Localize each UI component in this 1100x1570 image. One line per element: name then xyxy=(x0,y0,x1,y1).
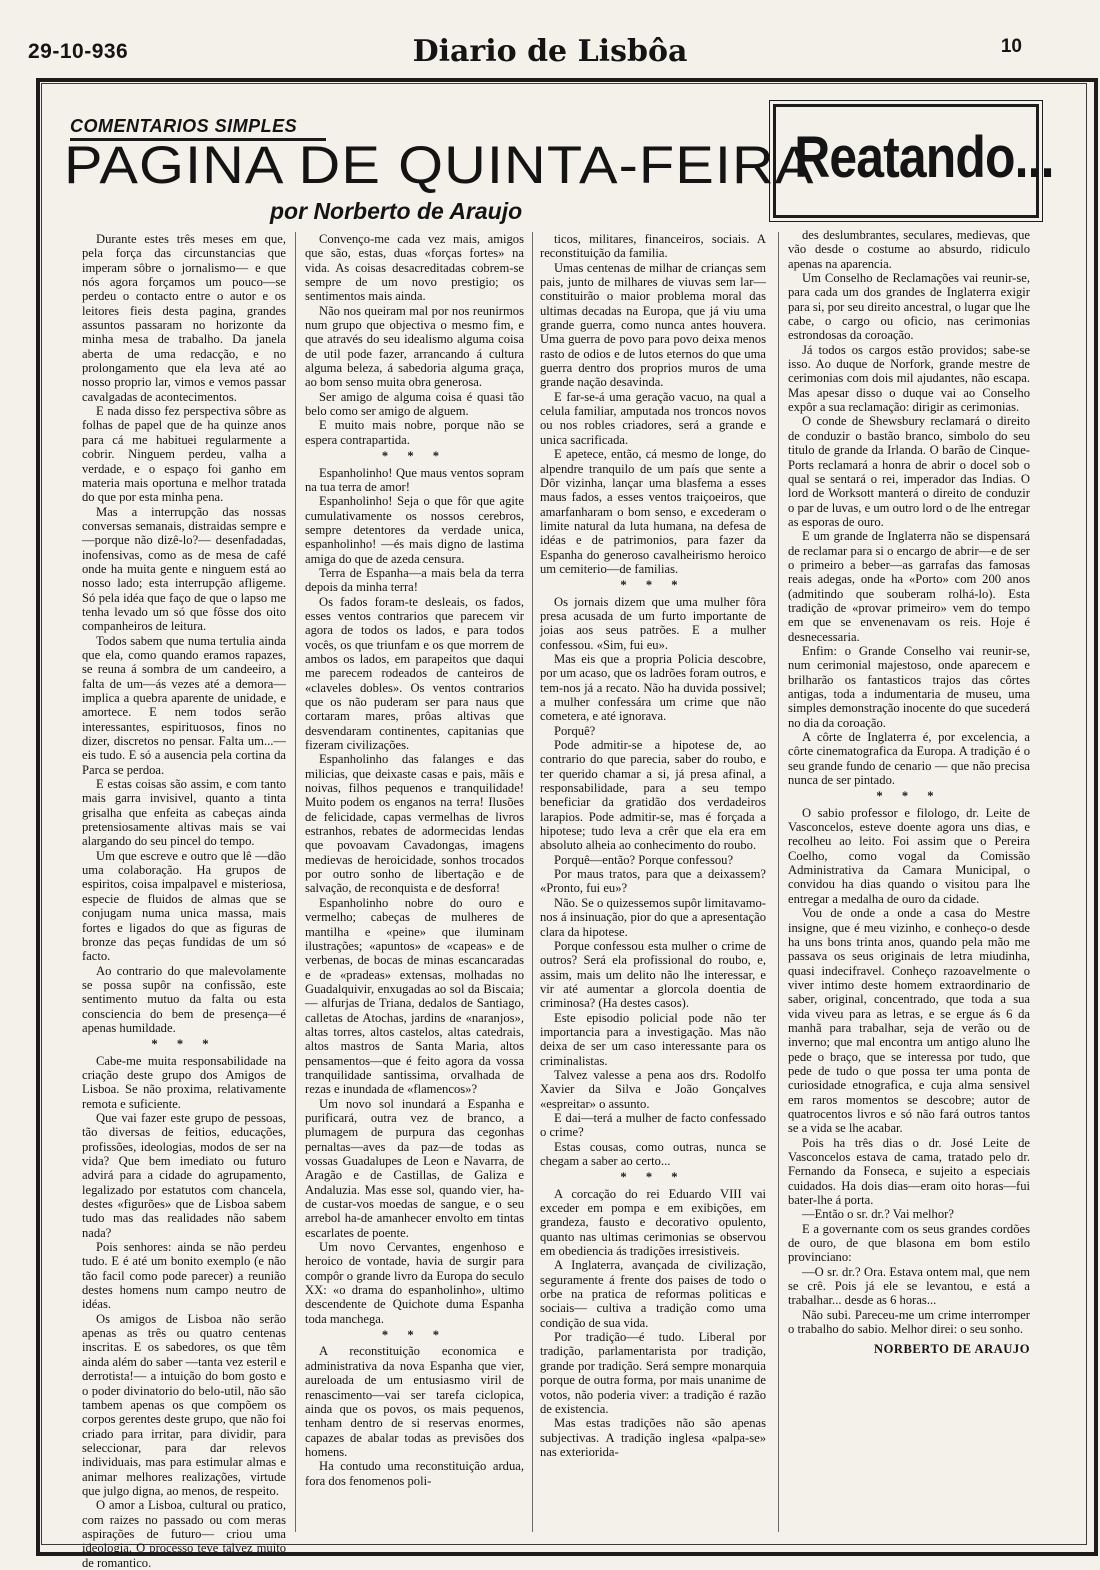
paragraph: Mas estas tradições não são apenas subjectivas. A tradição inglesa «palpa-se» nas exteriorida- xyxy=(540,1416,766,1459)
section-divider: * * * xyxy=(620,578,686,593)
paragraph: Ha contudo uma reconstituição ardua, fora dos fenomenos poli- xyxy=(305,1459,524,1488)
issue-date: 29-10-936 xyxy=(28,40,129,63)
paragraph: Convenço-me cada vez mais, amigos que são, estas, duas «forças fortes» na vida. As coisas desacreditadas cobrem-se sempre de um novo prestigio; os sentimentos mais ainda. xyxy=(305,232,524,304)
paragraph: E far-se-á uma geração vacuo, na qual a celula familiar, amputada nos troncos novos ou nos robles criadores, será a grande e unica sacrificada. xyxy=(540,389,766,447)
section-kicker: COMENTARIOS SIMPLES xyxy=(70,116,326,141)
paragraph: Por tradição—é tudo. Liberal por tradição, parlamentarista por tradição, grande por tradição. Será sempre monarquia porque de outra forma, por mais unanime de votos, não poderia viver: a tradição é razão de existencia. xyxy=(540,1330,766,1416)
page-number: 10 xyxy=(1000,36,1022,57)
paragraph: Umas centenas de milhar de crianças sem pais, junto de milhares de viuvas sem lar—constituirão o maior problema moral das ultimas decadas na Europa, que já viu uma grande guerra, como nunca antes houvera. Uma guerra de povo para povo deixa menos rasto de odios e de lutos eternos do que uma guerra dentro dos proprios muros de uma grande nação desavinda. xyxy=(540,260,766,390)
paragraph: ticos, militares, financeiros, sociais. A reconstituição da familia. xyxy=(540,232,766,261)
text-column-1 xyxy=(82,232,286,1570)
author-signature: NORBERTO DE ARAUJO xyxy=(874,1342,1030,1357)
section-divider: * * * xyxy=(381,1328,448,1343)
paragraph: E a governante com os seus grandes cordões de ouro, de que blasona em bom estilo provinciano: xyxy=(788,1221,1030,1265)
paragraph: A corcação do rei Eduardo VIII vai exceder em pompa e em exibições, em grandeza, fausto e decorativo opulento, quanto nas ultimas cerimonias se observou em obediencia ás tradições irresistiveis. xyxy=(540,1186,766,1259)
paragraph: Porquê? xyxy=(554,723,596,738)
paragraph: Durante estes três meses em que, pela força das circunstancias que imperam sôbre o jornalismo— e que nós agora forçamos um pouco—se perdeu o contacto entre o autor e os leitores fieis desta pagina, grandes assuntos passaram no horizonte da minha mesa de trabalho. Da janela aberta de uma redacção, e no prolongamento que ela leva até ao nosso proprio lar, vimos e vemos passar cavalgadas de acontecimentos. xyxy=(82,232,286,404)
paragraph: Cabe-me muita responsabilidade na criação deste grupo dos Amigos de Lisboa. Se não proxima, relativamente remota e suficiente. xyxy=(82,1053,286,1111)
paragraph: Não nos queiram mal por nos reunirmos num grupo que objectiva o mesmo fim, e que através do seu idealismo alguma coisa de util pode fazer, arrancando á cultura alguma beleza, á sabedoria alguma graça, ao bom senso muita obra generosa. xyxy=(305,303,524,390)
paragraph: A Inglaterra, avançada de civilização, seguramente á frente dos paises de todo o orbe na pratica de reformas politicas e sociais— cultiva a tradição como uma condição de sua vida. xyxy=(540,1258,766,1330)
paragraph: Um novo sol inundará a Espanha e purificará, outra vez de branco, a plumagem de purpura das cegonhas pernaltas—aves da paz—de todas as vossas Guadalupes de Leon e Navarra, de Aragão e de Castillas, de Galiza e Andaluzia. Mas esse sol, quando vier, ha-de custar-vos moedas de sangue, e o seu arrebol ha-de amanhecer envolto em tintas escarlates de poente. xyxy=(305,1096,524,1240)
article-headline: PAGINA DE QUINTA-FEIRA xyxy=(64,136,815,195)
paragraph: Ser amigo de alguma coisa é quasi tão belo como ser amigo de alguem. xyxy=(305,389,524,419)
paragraph: Talvez valesse a pena aos drs. Rodolfo Xavier da Silva e João Gonçalves «espreitar» o assunto. xyxy=(540,1067,766,1111)
column-rule xyxy=(778,232,779,1532)
paragraph: Um que escreve e outro que lê —dão uma colaboração. Ha grupos de espiritos, coisa impalpavel e misteriosa, especie de fluidos de almas que se conjugam numa unica massa, mais fortes e ligados do que as figuras de bronze das peças fundidas de um só facto. xyxy=(82,848,286,964)
paragraph: A reconstituição economica e administrativa da nova Espanha que vier, aureloada de um entusiasmo viril de renascimento—vai ser tarefa ciclopica, ainda que os povos, os mais pequenos, tenham dentro de si reservas enormes, capazes de abalar todas as previsões dos homens. xyxy=(305,1344,524,1459)
paragraph: A côrte de Inglaterra é, por excelencia, a côrte cinematografica da Europa. A tradição é o seu grande fundo de cenario — que não precisa nunca de ser pintado. xyxy=(788,730,1030,788)
paragraph: Terra de Espanha—a mais bela da terra depois da minha terra! xyxy=(305,565,524,595)
paragraph: Porque confessou esta mulher o crime de outros? Será ela profissional do roubo, e, assim, mais um delito não lhe interessar, e vir até aumentar a glorcola doentia de criminosa? (Ha destes casos). xyxy=(540,938,766,1011)
paragraph: Um novo Cervantes, engenhoso e heroico de vontade, havia de surgir para compôr o grande livro da Europa do seculo XX: «o drama do espanholinho», ultimo descendente de Quichote duma Espanha toda manchega. xyxy=(305,1240,524,1326)
paragraph: Porquê—então? Porque confessou? xyxy=(554,852,734,867)
column-rule xyxy=(295,232,296,1532)
paragraph: Pois ha três dias o dr. José Leite de Vasconcelos estava de cama, tratado pelo dr. Fernando da Fonseca, e sujeito a especiais cuidados. Ha dois dias—eram oito horas—fui bater-lhe á porta. xyxy=(788,1135,1030,1208)
paragraph: Pode admitir-se a hipotese de, ao contrario do que parecia, saber do roubo, e ter querido chamar a si, já presa afinal, a responsabilidade, para a seu tempo beneficiar da gratidão dos verdadeiros larapios. Pode admitir-se, mas é forçada a hipotese; tudo leva a crêr que ela era em absoluto alheia ao conhecimento do roubo. xyxy=(540,738,766,853)
paragraph: Não. Se o quizessemos supôr limitavamo-nos á insinuação, pior do que a apresentação clara da hipotese. xyxy=(540,895,766,939)
paragraph: —Então o sr. dr.? Vai melhor? xyxy=(802,1207,954,1222)
paragraph: Os fados foram-te desleais, os fados, esses ventos contrarios que parecem vir agora de todos os lados, e para todos vocês, os que triunfam e os que morrem de ambos os lados, em parapeitos que daqui me parecem rodeados de canteiros de «claveles dobles». Os ventos contrarios que os não puderam ser para naus que cortaram mares, prôas altivas que desvendaram continentes, capitanias que fizeram civilizações. xyxy=(305,594,524,753)
paragraph: Ao contrario do que malevolamente se possa supôr na confissão, este sentimento mutuo da falta ou esta consciencia do bem de presença—é apenas humildade. xyxy=(82,963,286,1035)
boxed-title-text: Reatando... xyxy=(794,125,1054,190)
paragraph: Mas a interrupção das nossas conversas semanais, distraidas sempre e—porque não dizê-lo?— desenfadadas, inofensivas, como as de mesa de café onde ha muita gente e ninguem está ao nosso lado; esta interrupção afligeme. Só pela idéa que faço de que o lapso me tenha levado um só que fôsse dos oito companheiros de leitura. xyxy=(82,504,286,634)
paragraph: Não subi. Pareceu-me um crime interromper o trabalho do sabio. Melhor direi: o seu sonho. xyxy=(788,1307,1030,1337)
text-column-4 xyxy=(788,228,1030,1357)
paragraph: O sabio professor e filologo, dr. Leite de Vasconcelos, esteve doente agora uns dias, e recolheu ao leito. Foi assim que o Pereira Coelho, como vogal da Comissão Administrativa da Camara Municipal, o convidou ha dias quando o visitou para lhe entregar a medalha de ouro da cidade. xyxy=(788,805,1030,906)
section-divider: * * * xyxy=(620,1170,686,1185)
paragraph: des deslumbrantes, seculares, medievas, que vão desde o costume ao absurdo, ridiculo apenas na aparencia. xyxy=(788,228,1030,271)
paragraph: Mas eis que a propria Policia descobre, por um acaso, que os ladrões foram outros, e tem-nos já a recato. Não ha duvida possivel; a mulher confessára um crime que não cometera, e até ignorava. xyxy=(540,651,766,724)
text-column-2 xyxy=(305,232,524,1488)
paragraph: Este episodio policial pode não ter importancia para a investigação. Mas não deixa de ser um caso interessante para os criminalistas. xyxy=(540,1010,766,1068)
paragraph: Um Conselho de Reclamações vai reunir-se, para cada um dos grandes de Inglaterra exigir para si, por seu direito ancestral, o lugar que lhe cabe, o cargo ou oficio, nas cerimonias estrondosas da coroação. xyxy=(788,271,1030,343)
paragraph: E apetece, então, cá mesmo de longe, do alpendre tranquilo de um país que sente a Dôr vizinha, lançar uma blasfema a esses maus fados, a esses ventos traiçoeiros, que amarfanharam o bom senso, e excederam o limite natural da luta humana, na defesa de idéas e de patrimonios, para fazer da Espanha do generoso cavalheirismo heroico um cemiterio—de familias. xyxy=(540,447,766,576)
paragraph: Os jornais dizem que uma mulher fôra presa acusada de um furto importante de joias aos seus patrões. E a mulher confessou. «Sim, fui eu». xyxy=(540,594,766,652)
paragraph: Todos sabem que numa tertulia ainda que ela, como quando eramos rapazes, se reuna á sombra de um candeeiro, a falta de um—ás vezes até a demora—implica a quebra aparente de unidade, e amortece. E nem todos serão interessantes, espirituosos, finos no dizer, discretos no pensar. Falta um...—eis tudo. E só a ausencia pela cortina da Parca se perdoa. xyxy=(82,633,286,777)
column-rule xyxy=(532,232,533,1532)
paragraph: Os amigos de Lisboa não serão apenas as três ou quatro centenas inscritas. E os sabedores, os que têm ainda além do saber —tanta vez esteril e derrotista!— a intuição do bom gosto e o poder divinatorio do belo-util, não são tambem apenas os que compõem os corpos gerentes deste grupo, que não foi criado para irritar, para dividir, para seleccionar, para dar relevos individuais, mas para estimular almas e animar melhores realizações, virtude que julgo digna, ao menos, de respeito. xyxy=(82,1311,286,1498)
paragraph: E estas coisas são assim, e com tanto mais garra invisivel, quanto a tinta grisalha que enfeita as cabeças ainda pretensiosamente altivas mais se vai alargando do seu pincel do tempo. xyxy=(82,777,286,849)
paragraph: —O sr. dr.? Ora. Estava ontem mal, que nem se crê. Pois já ele se levantou, e está a trabalhar... desde as 6 horas... xyxy=(788,1264,1030,1308)
paragraph: E um grande de Inglaterra não se dispensará de reclamar para si o encargo de abrir—e de ser o primeiro a beber—as garrafas das famosas reais adegas, onde ha «Porto» com 200 anos (admitindo que souberam rolhá-lo). Esta tradição de «provar primeiro» vem do tempo em que se envenenavam os reis. Hoje é desnecessaria. xyxy=(788,529,1030,644)
paragraph: Vou de onde a onde a casa do Mestre insigne, que é meu vizinho, e conheço-o desde ha uns bons trinta anos, quando pela mão me passava os seus originais de letra miudinha, quasi indecifravel. Conheço razoavelmente o viver intimo deste homem extraordinario de saber, original, concentrado, que toda a sua vida viveu para as letras, e se ergue ás 6 da manhã para trabalhar, seja de verão ou de inverno; que mal encontra um antigo aluno lhe pede o braço, que se interessa por tudo, que pede de tudo o que possa ter uma ponta de curiosidade etnografica, e cuja alma sensivel em raros momentos se descobre; autor de quatrocentos livros e só não fará outros tantos se a vida se lhe acabar. xyxy=(788,906,1030,1136)
paragraph: E nada disso fez perspectiva sôbre as folhas de papel que de ha quinze anos para cá me habituei regularmente a cobrir. Ninguem perdeu, valha a verdade, e o espaço foi ganho em materia mais oportuna e melhor tratada do que por esta minha pena. xyxy=(82,404,286,505)
paragraph: Espanholinho! Que maus ventos sopram na tua terra de amor! xyxy=(305,465,524,494)
paragraph: O conde de Shewsbury reclamará o direito de conduzir o bastão branco, simbolo do seu titulo de grande da Irlanda. O barão de Cinque-Ports reclamará a honra de abrir o docel sob o qual se sentará o rei, imperador das Indias. O lord de Worksott manterá o direito de conduzir o par de luvas, e um outro lord o de lhe entregar as esporas de ouro. xyxy=(788,414,1030,529)
paragraph: Por maus tratos, para que a deixassem? «Pronto, fui eu»? xyxy=(540,867,766,896)
article-byline: por Norberto de Araujo xyxy=(270,198,523,224)
paragraph: Que vai fazer este grupo de pessoas, tão diversas de feitios, educações, profissões, ideologias, modos de ser na vida? Que bem imediato ou futuro advirá para a cidade do agrupamento, legalizado por estatutos com chancela, destes «figurões» que de Lisboa sabem tudo mas das realidades não sabem nada? xyxy=(82,1110,286,1240)
paragraph: Enfim: o Grande Conselho vai reunir-se, num cerimonial majestoso, onde aparecem e brilharão os fantasticos trajos das côrtes antigas, toda a indumentaria de museu, uma simples demonstração inocente do que sucederá no dia da coroação. xyxy=(788,643,1030,730)
section-divider: * * * xyxy=(151,1037,217,1052)
paragraph: Pois senhores: ainda se não perdeu tudo. E é até um bonito exemplo (e não tão facil como pode parecer) a reunião destes homens num campo neutro de idéas. xyxy=(82,1240,286,1312)
text-column-3 xyxy=(540,232,766,1459)
paragraph: E dai—terá a mulher de facto confessado o crime? xyxy=(540,1110,766,1140)
paragraph: Estas cousas, como outras, nunca se chegam a saber ao certo... xyxy=(540,1139,766,1168)
newspaper-masthead: Diario de Lisbôa xyxy=(412,34,688,69)
paragraph: Espanholinho das falanges e das milicias, que deixaste casas e pais, mãis e noivas, filhos pequenos e tranquilidade! Muito podem os enganos na terra! Ilusões de felicidade, capas vermelhas de livros estranhos, rebates de adormecidas lendas que povoavam Cavadongas, imagens medievas de heroicidade, sonhos trocados por outro sonho de libertação e de salvação, de reconquista e de desforra! xyxy=(305,752,524,896)
section-divider: * * * xyxy=(381,449,448,464)
paragraph: E muito mais nobre, porque não se espera contrapartida. xyxy=(305,418,524,447)
paragraph: O amor a Lisboa, cultural ou pratico, com raizes no passado ou com meras aspirações de futuro— criou uma ideologia. O processo teve talvez muito de romantico. xyxy=(82,1498,286,1570)
paragraph: Espanholinho nobre do ouro e vermelho; cabeças de mulheres de mantilha e «peine» que iluminam ilustrações; «apuntos» de «capeas» e de verbenas, de bocas de minas escancaradas e de «pradeas» extensas, molhadas no Guadalquivir, enxugadas ao sol da Biscaia;— alfurjas de Triana, dedalos de Santiago, calletas de Atochas, jardins de «naranjos», altas torres, altos castelos, altas catedrais, altos mastros de Santa Maria, altos pensamentos—que é feito agora da vossa tranquilidade santissima, orvalhada de rezas e inundada de «flamencos»? xyxy=(305,895,524,1097)
paragraph: Já todos os cargos estão providos; sabe-se isso. Ao duque de Norfork, grande mestre de cerimonias com dois mil ajudantes, não escapa. Mas apesar disso o duque vai ao Conselho expôr a sua reclamação: dirigir as cerimonias. xyxy=(788,342,1030,415)
boxed-title xyxy=(773,104,1054,218)
section-divider: * * * xyxy=(876,789,942,804)
paragraph: Espanholinho! Seja o que fôr que agite cumulativamente os nossos cerebros, sempre detentores da verdade unica, espanholinho! —és mais digno de lastima amiga do que de azeda censura. xyxy=(305,494,524,566)
